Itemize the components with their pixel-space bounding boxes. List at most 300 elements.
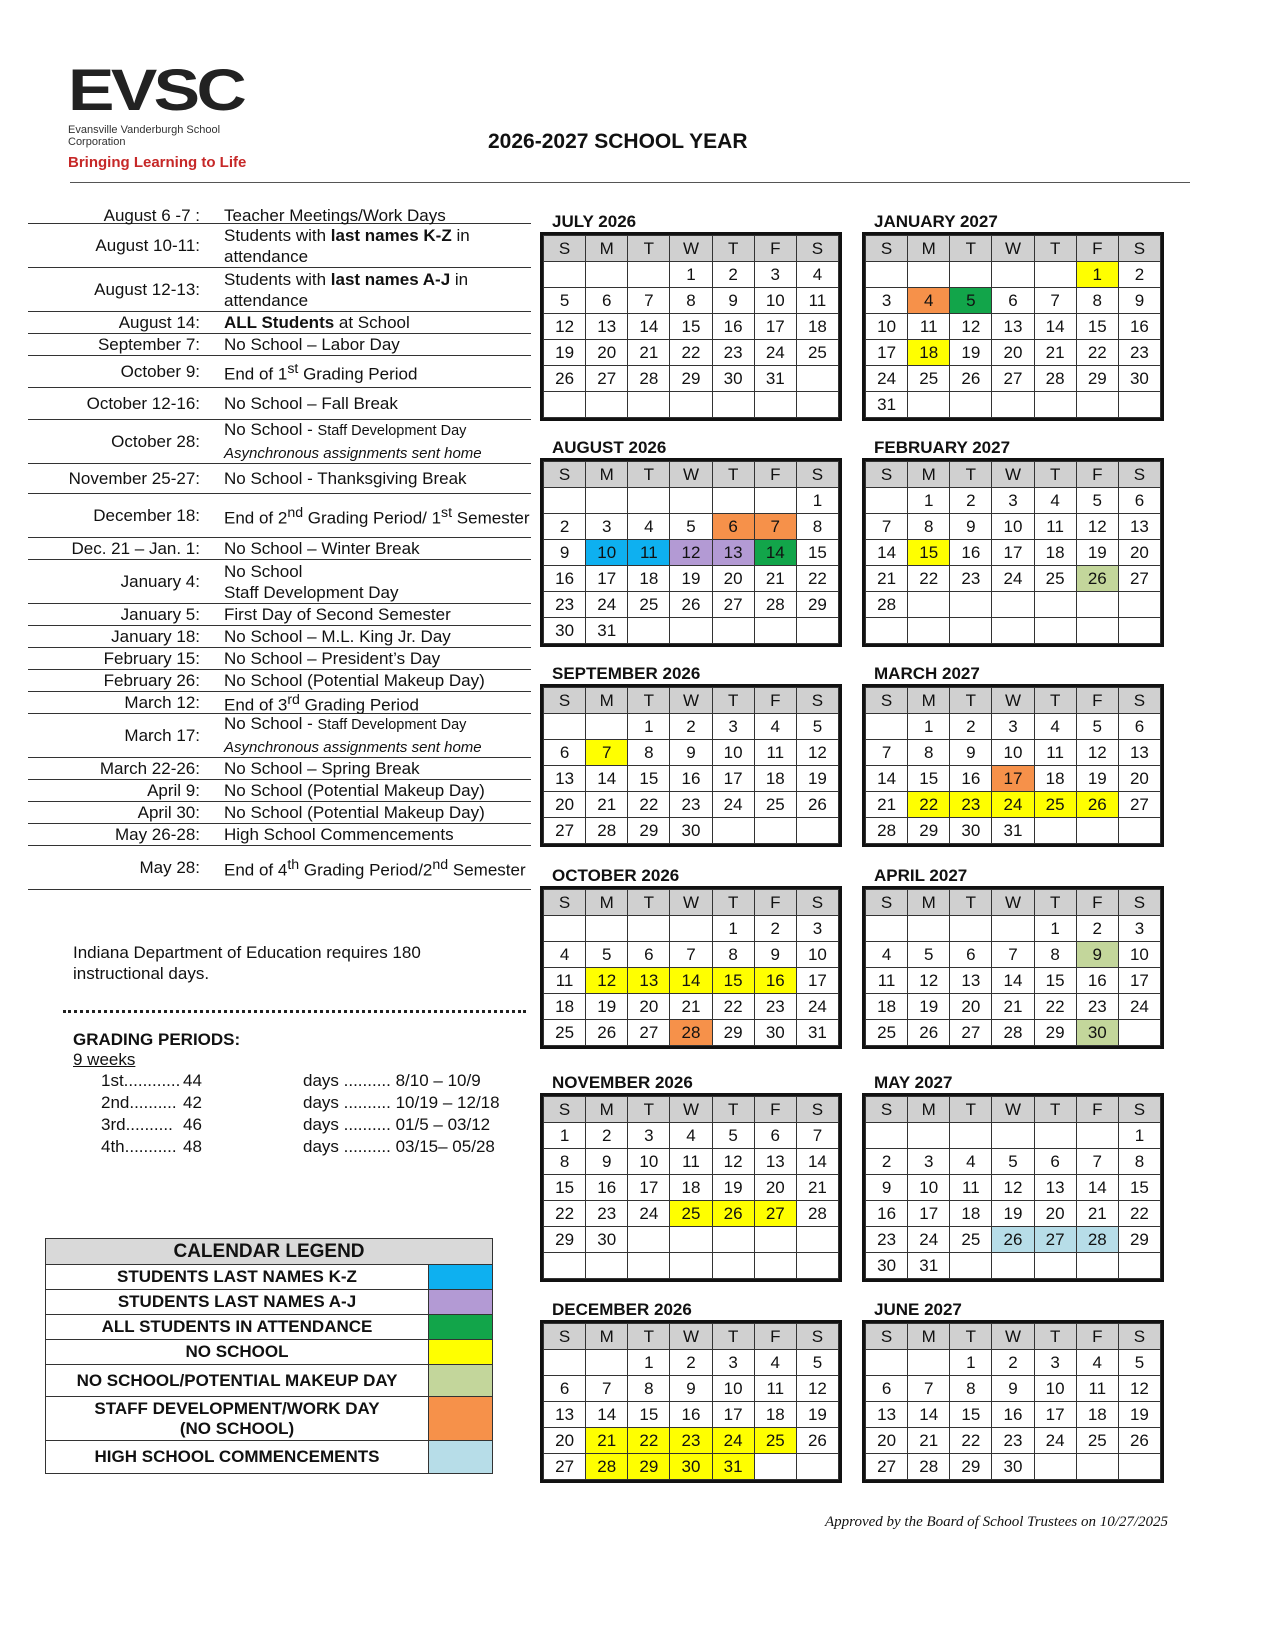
day-cell: 1 xyxy=(1034,916,1076,942)
week-row xyxy=(866,1454,1161,1480)
day-cell: 13 xyxy=(544,1402,586,1428)
day-cell xyxy=(1118,592,1160,618)
week-row xyxy=(544,994,839,1020)
day-cell: 22 xyxy=(1118,1201,1160,1227)
weekday-header: F xyxy=(1076,890,1118,916)
day-cell xyxy=(866,916,908,942)
day-cell: 24 xyxy=(628,1201,670,1227)
day-cell: 23 xyxy=(670,792,712,818)
weekday-header: F xyxy=(754,236,796,262)
day-cell: 31 xyxy=(866,392,908,418)
week-row xyxy=(866,340,1161,366)
day-cell: 29 xyxy=(544,1227,586,1253)
day-cell: 30 xyxy=(670,818,712,844)
day-cell: 16 xyxy=(1076,968,1118,994)
weekday-header: S xyxy=(866,1324,908,1350)
weekday-header: T xyxy=(712,688,754,714)
day-cell: 27 xyxy=(544,1454,586,1480)
day-cell: 28 xyxy=(992,1020,1034,1046)
day-cell: 17 xyxy=(992,540,1034,566)
day-cell: 3 xyxy=(586,514,628,540)
approval-note: Approved by the Board of School Trustees on 10/27/2025 xyxy=(825,1514,1169,1530)
events-list xyxy=(28,207,531,890)
weekday-header: T xyxy=(628,688,670,714)
day-cell: 1 xyxy=(544,1123,586,1149)
weekday-header: S xyxy=(1118,462,1160,488)
weekday-header: W xyxy=(670,890,712,916)
day-cell: 20 xyxy=(866,1428,908,1454)
weekday-header: T xyxy=(950,1097,992,1123)
day-cell xyxy=(1118,1454,1160,1480)
page-title: 2026-2027 SCHOOL YEAR xyxy=(488,130,748,153)
day-cell: 10 xyxy=(908,1175,950,1201)
event-date: November 25-27: xyxy=(68,469,200,488)
day-cell xyxy=(1034,818,1076,844)
event-text: Teacher Meetings/Work Days xyxy=(224,205,446,225)
day-cell: 27 xyxy=(1034,1227,1076,1253)
weekday-header: F xyxy=(754,1324,796,1350)
day-cell: 16 xyxy=(712,314,754,340)
day-cell xyxy=(1076,392,1118,418)
event-text: End of 1st Grading Period xyxy=(224,360,418,384)
event-row xyxy=(28,626,531,648)
day-cell: 1 xyxy=(908,488,950,514)
day-cell: 20 xyxy=(544,792,586,818)
day-cell: 10 xyxy=(712,1376,754,1402)
weekday-header: S xyxy=(544,1097,586,1123)
day-cell: 19 xyxy=(992,1201,1034,1227)
legend-item xyxy=(46,1340,493,1365)
day-cell: 24 xyxy=(992,566,1034,592)
day-cell xyxy=(628,618,670,644)
day-cell: 11 xyxy=(796,288,838,314)
day-cell: 27 xyxy=(1118,792,1160,818)
month-calendar xyxy=(862,438,1164,647)
week-row xyxy=(544,916,839,942)
day-cell: 19 xyxy=(1118,1402,1160,1428)
day-cell: 9 xyxy=(950,514,992,540)
day-cell: 22 xyxy=(712,994,754,1020)
day-cell: 14 xyxy=(754,540,796,566)
day-cell: 9 xyxy=(866,1175,908,1201)
day-cell: 28 xyxy=(1034,366,1076,392)
day-cell: 25 xyxy=(908,366,950,392)
weekday-header: F xyxy=(754,890,796,916)
day-cell: 1 xyxy=(670,262,712,288)
day-cell xyxy=(1076,592,1118,618)
weekday-header: W xyxy=(992,462,1034,488)
day-cell: 5 xyxy=(950,288,992,314)
day-cell: 15 xyxy=(628,1402,670,1428)
day-cell: 15 xyxy=(1118,1175,1160,1201)
day-cell xyxy=(866,1350,908,1376)
day-cell: 24 xyxy=(586,592,628,618)
day-cell: 21 xyxy=(992,994,1034,1020)
week-row xyxy=(544,592,839,618)
day-cell xyxy=(1118,818,1160,844)
day-cell: 18 xyxy=(796,314,838,340)
day-cell: 18 xyxy=(1034,766,1076,792)
weekday-header: T xyxy=(1034,1097,1076,1123)
weekday-header: M xyxy=(908,1097,950,1123)
day-cell: 31 xyxy=(908,1253,950,1279)
event-date: January 5: xyxy=(120,605,200,624)
day-cell xyxy=(754,1253,796,1279)
week-row xyxy=(866,1402,1161,1428)
week-row xyxy=(866,1201,1161,1227)
weekday-header: T xyxy=(712,890,754,916)
day-cell: 13 xyxy=(586,314,628,340)
day-cell xyxy=(866,714,908,740)
day-cell: 17 xyxy=(866,340,908,366)
day-cell: 21 xyxy=(908,1428,950,1454)
week-row xyxy=(866,1376,1161,1402)
day-cell: 19 xyxy=(712,1175,754,1201)
day-cell: 3 xyxy=(1118,916,1160,942)
day-cell xyxy=(670,618,712,644)
day-cell: 22 xyxy=(628,1428,670,1454)
day-cell xyxy=(1118,1020,1160,1046)
month-title: JANUARY 2027 xyxy=(874,212,998,231)
day-cell: 11 xyxy=(908,314,950,340)
day-cell: 17 xyxy=(628,1175,670,1201)
month-calendar xyxy=(540,212,842,421)
day-cell: 7 xyxy=(586,1376,628,1402)
day-cell: 15 xyxy=(544,1175,586,1201)
day-cell: 10 xyxy=(1034,1376,1076,1402)
weekday-header: M xyxy=(586,890,628,916)
weekday-header: F xyxy=(754,1097,796,1123)
day-cell xyxy=(628,488,670,514)
grading-cell: 4th........... xyxy=(101,1137,177,1156)
day-cell: 21 xyxy=(1034,340,1076,366)
day-cell: 2 xyxy=(712,262,754,288)
event-row xyxy=(28,824,531,846)
day-cell: 20 xyxy=(628,994,670,1020)
day-cell xyxy=(992,916,1034,942)
day-cell: 2 xyxy=(754,916,796,942)
weekday-header: S xyxy=(544,462,586,488)
day-cell: 26 xyxy=(796,1428,838,1454)
day-cell: 19 xyxy=(586,994,628,1020)
day-cell xyxy=(1034,392,1076,418)
event-row xyxy=(28,464,531,494)
weekday-header: F xyxy=(754,688,796,714)
day-cell xyxy=(544,1253,586,1279)
day-cell: 30 xyxy=(866,1253,908,1279)
weekday-header: T xyxy=(712,1324,754,1350)
weekday-header: M xyxy=(908,688,950,714)
day-cell: 15 xyxy=(1076,314,1118,340)
week-row xyxy=(544,540,839,566)
day-cell: 6 xyxy=(950,942,992,968)
event-text: No School - Staff Development Day Asynchronous assignments sent home xyxy=(224,714,482,756)
day-cell: 8 xyxy=(1118,1149,1160,1175)
day-cell: 11 xyxy=(866,968,908,994)
weekday-header: M xyxy=(586,462,628,488)
week-row xyxy=(544,1175,839,1201)
day-cell: 21 xyxy=(754,566,796,592)
day-cell: 21 xyxy=(628,340,670,366)
day-cell: 29 xyxy=(1034,1020,1076,1046)
day-cell: 19 xyxy=(1076,766,1118,792)
weekday-header: S xyxy=(544,890,586,916)
day-cell: 4 xyxy=(754,714,796,740)
logo-org-name: Evansville Vanderburgh School Corporation xyxy=(68,124,221,148)
day-cell: 23 xyxy=(1076,994,1118,1020)
day-cell xyxy=(754,488,796,514)
weekday-header: W xyxy=(670,236,712,262)
weekday-header: T xyxy=(628,462,670,488)
day-cell xyxy=(866,618,908,644)
week-row xyxy=(866,1123,1161,1149)
day-cell: 4 xyxy=(544,942,586,968)
day-cell xyxy=(1118,618,1160,644)
day-cell xyxy=(866,1123,908,1149)
day-cell: 13 xyxy=(544,766,586,792)
day-cell: 4 xyxy=(908,288,950,314)
day-cell: 6 xyxy=(866,1376,908,1402)
event-row xyxy=(28,560,531,604)
day-cell: 4 xyxy=(1076,1350,1118,1376)
weekday-header: S xyxy=(1118,1324,1160,1350)
day-cell: 20 xyxy=(544,1428,586,1454)
day-cell: 26 xyxy=(1076,792,1118,818)
week-row xyxy=(544,392,839,418)
day-cell xyxy=(586,916,628,942)
month-title: OCTOBER 2026 xyxy=(552,866,680,885)
day-cell: 16 xyxy=(950,540,992,566)
day-cell xyxy=(1034,262,1076,288)
day-cell: 28 xyxy=(908,1454,950,1480)
day-cell: 31 xyxy=(796,1020,838,1046)
weekday-header: T xyxy=(1034,236,1076,262)
day-cell: 15 xyxy=(1034,968,1076,994)
week-row xyxy=(544,792,839,818)
day-cell xyxy=(992,1123,1034,1149)
day-cell: 5 xyxy=(586,942,628,968)
week-row xyxy=(544,1454,839,1480)
day-cell xyxy=(908,618,950,644)
day-cell: 14 xyxy=(796,1149,838,1175)
day-cell: 16 xyxy=(866,1201,908,1227)
event-text: End of 2nd Grading Period/ 1st Semester xyxy=(224,504,530,528)
grading-row xyxy=(73,1136,500,1158)
week-row xyxy=(544,1123,839,1149)
day-cell: 18 xyxy=(866,994,908,1020)
day-cell: 21 xyxy=(866,792,908,818)
logo-wordmark: EVSC xyxy=(68,58,244,123)
event-date: October 12-16: xyxy=(86,394,200,413)
day-cell: 25 xyxy=(544,1020,586,1046)
day-cell: 3 xyxy=(866,288,908,314)
day-cell: 5 xyxy=(1076,488,1118,514)
day-cell: 20 xyxy=(992,340,1034,366)
week-row xyxy=(544,968,839,994)
week-row xyxy=(544,288,839,314)
month-title: MAY 2027 xyxy=(874,1073,953,1092)
day-cell: 16 xyxy=(544,566,586,592)
event-date: April 30: xyxy=(137,803,200,822)
day-cell: 2 xyxy=(866,1149,908,1175)
day-cell: 15 xyxy=(796,540,838,566)
day-cell: 24 xyxy=(712,792,754,818)
day-cell: 14 xyxy=(586,766,628,792)
day-cell xyxy=(712,618,754,644)
day-cell: 3 xyxy=(628,1123,670,1149)
day-cell xyxy=(544,916,586,942)
day-cell: 20 xyxy=(1118,540,1160,566)
event-date: March 22-26: xyxy=(99,759,200,778)
day-cell: 21 xyxy=(1076,1201,1118,1227)
week-row xyxy=(866,488,1161,514)
day-cell: 3 xyxy=(796,916,838,942)
weekday-header: T xyxy=(950,890,992,916)
day-cell: 21 xyxy=(866,566,908,592)
event-text: End of 3rd Grading Period xyxy=(224,691,419,715)
day-cell: 21 xyxy=(586,1428,628,1454)
day-cell: 22 xyxy=(950,1428,992,1454)
legend-item xyxy=(46,1441,493,1474)
weekday-header: F xyxy=(1076,688,1118,714)
event-row xyxy=(28,334,531,356)
day-cell xyxy=(1118,1253,1160,1279)
day-cell xyxy=(796,392,838,418)
day-cell: 22 xyxy=(908,566,950,592)
day-cell: 3 xyxy=(712,714,754,740)
day-cell: 24 xyxy=(754,340,796,366)
day-cell: 14 xyxy=(908,1402,950,1428)
day-cell xyxy=(950,592,992,618)
day-cell: 6 xyxy=(1118,488,1160,514)
day-cell: 15 xyxy=(628,766,670,792)
week-row xyxy=(866,766,1161,792)
week-row xyxy=(544,766,839,792)
day-cell xyxy=(908,1123,950,1149)
day-cell: 11 xyxy=(1034,740,1076,766)
day-cell: 20 xyxy=(586,340,628,366)
day-cell: 15 xyxy=(908,540,950,566)
weekday-header: S xyxy=(866,236,908,262)
day-cell: 16 xyxy=(670,766,712,792)
day-cell: 18 xyxy=(1034,540,1076,566)
day-cell: 7 xyxy=(754,514,796,540)
day-cell: 31 xyxy=(586,618,628,644)
week-row xyxy=(544,714,839,740)
day-cell: 22 xyxy=(796,566,838,592)
legend-label: NO SCHOOL xyxy=(46,1340,429,1365)
day-cell: 29 xyxy=(1118,1227,1160,1253)
week-row xyxy=(866,592,1161,618)
day-cell: 9 xyxy=(1076,942,1118,968)
weekday-header: W xyxy=(992,1097,1034,1123)
day-cell: 14 xyxy=(1034,314,1076,340)
day-cell: 20 xyxy=(754,1175,796,1201)
day-cell: 22 xyxy=(544,1201,586,1227)
weekday-header: T xyxy=(950,688,992,714)
weekday-header: S xyxy=(796,236,838,262)
day-cell: 12 xyxy=(670,540,712,566)
day-cell: 23 xyxy=(992,1428,1034,1454)
event-date: August 10-11: xyxy=(95,236,200,255)
day-cell: 23 xyxy=(1118,340,1160,366)
month-title: MARCH 2027 xyxy=(874,664,980,683)
day-cell: 4 xyxy=(628,514,670,540)
day-cell: 11 xyxy=(544,968,586,994)
day-cell xyxy=(908,392,950,418)
day-cell: 8 xyxy=(712,942,754,968)
legend-label: NO SCHOOL/POTENTIAL MAKEUP DAY xyxy=(46,1365,429,1397)
week-row xyxy=(866,1428,1161,1454)
day-cell: 30 xyxy=(950,818,992,844)
event-date: February 15: xyxy=(103,649,200,668)
event-text: No School – Labor Day xyxy=(224,335,400,354)
grading-cell: days .......... 8/10 – 10/9 xyxy=(303,1071,481,1090)
day-cell: 29 xyxy=(712,1020,754,1046)
weekday-header: T xyxy=(1034,1324,1076,1350)
day-cell: 12 xyxy=(908,968,950,994)
week-row xyxy=(866,1149,1161,1175)
event-row xyxy=(28,604,531,626)
day-cell: 11 xyxy=(1034,514,1076,540)
day-cell: 23 xyxy=(670,1428,712,1454)
event-row xyxy=(28,714,531,758)
day-cell: 11 xyxy=(754,740,796,766)
event-date: May 26-28: xyxy=(114,825,200,844)
day-cell: 14 xyxy=(1076,1175,1118,1201)
day-cell xyxy=(796,1454,838,1480)
day-cell: 29 xyxy=(628,1454,670,1480)
legend-item xyxy=(46,1397,493,1441)
day-cell: 3 xyxy=(908,1149,950,1175)
day-cell: 10 xyxy=(796,942,838,968)
day-cell xyxy=(908,592,950,618)
day-cell: 4 xyxy=(1034,488,1076,514)
week-row xyxy=(544,488,839,514)
weekday-header: W xyxy=(992,688,1034,714)
day-cell: 17 xyxy=(712,1402,754,1428)
day-cell: 30 xyxy=(1076,1020,1118,1046)
day-cell: 28 xyxy=(796,1201,838,1227)
day-cell: 8 xyxy=(1076,288,1118,314)
day-cell: 12 xyxy=(796,1376,838,1402)
weekday-header: S xyxy=(796,1097,838,1123)
event-date: March 17: xyxy=(124,726,200,745)
day-cell: 13 xyxy=(712,540,754,566)
day-cell: 25 xyxy=(1034,792,1076,818)
instructional-days-note: Indiana Department of Education requires 180 instructional days. xyxy=(73,943,421,983)
day-cell xyxy=(544,262,586,288)
day-cell xyxy=(1034,1253,1076,1279)
day-cell: 18 xyxy=(950,1201,992,1227)
day-cell: 17 xyxy=(1118,968,1160,994)
day-cell: 25 xyxy=(950,1227,992,1253)
legend-swatch xyxy=(429,1365,493,1397)
header-divider xyxy=(70,182,1190,183)
week-row xyxy=(544,1020,839,1046)
event-row xyxy=(28,420,531,464)
weekday-header: S xyxy=(544,688,586,714)
day-cell: 9 xyxy=(992,1376,1034,1402)
day-cell: 7 xyxy=(586,740,628,766)
week-row xyxy=(866,1350,1161,1376)
month-calendar xyxy=(540,866,842,1049)
month-calendar xyxy=(540,1300,842,1483)
day-cell: 18 xyxy=(628,566,670,592)
day-cell: 24 xyxy=(866,366,908,392)
day-cell: 3 xyxy=(1034,1350,1076,1376)
day-cell: 30 xyxy=(670,1454,712,1480)
